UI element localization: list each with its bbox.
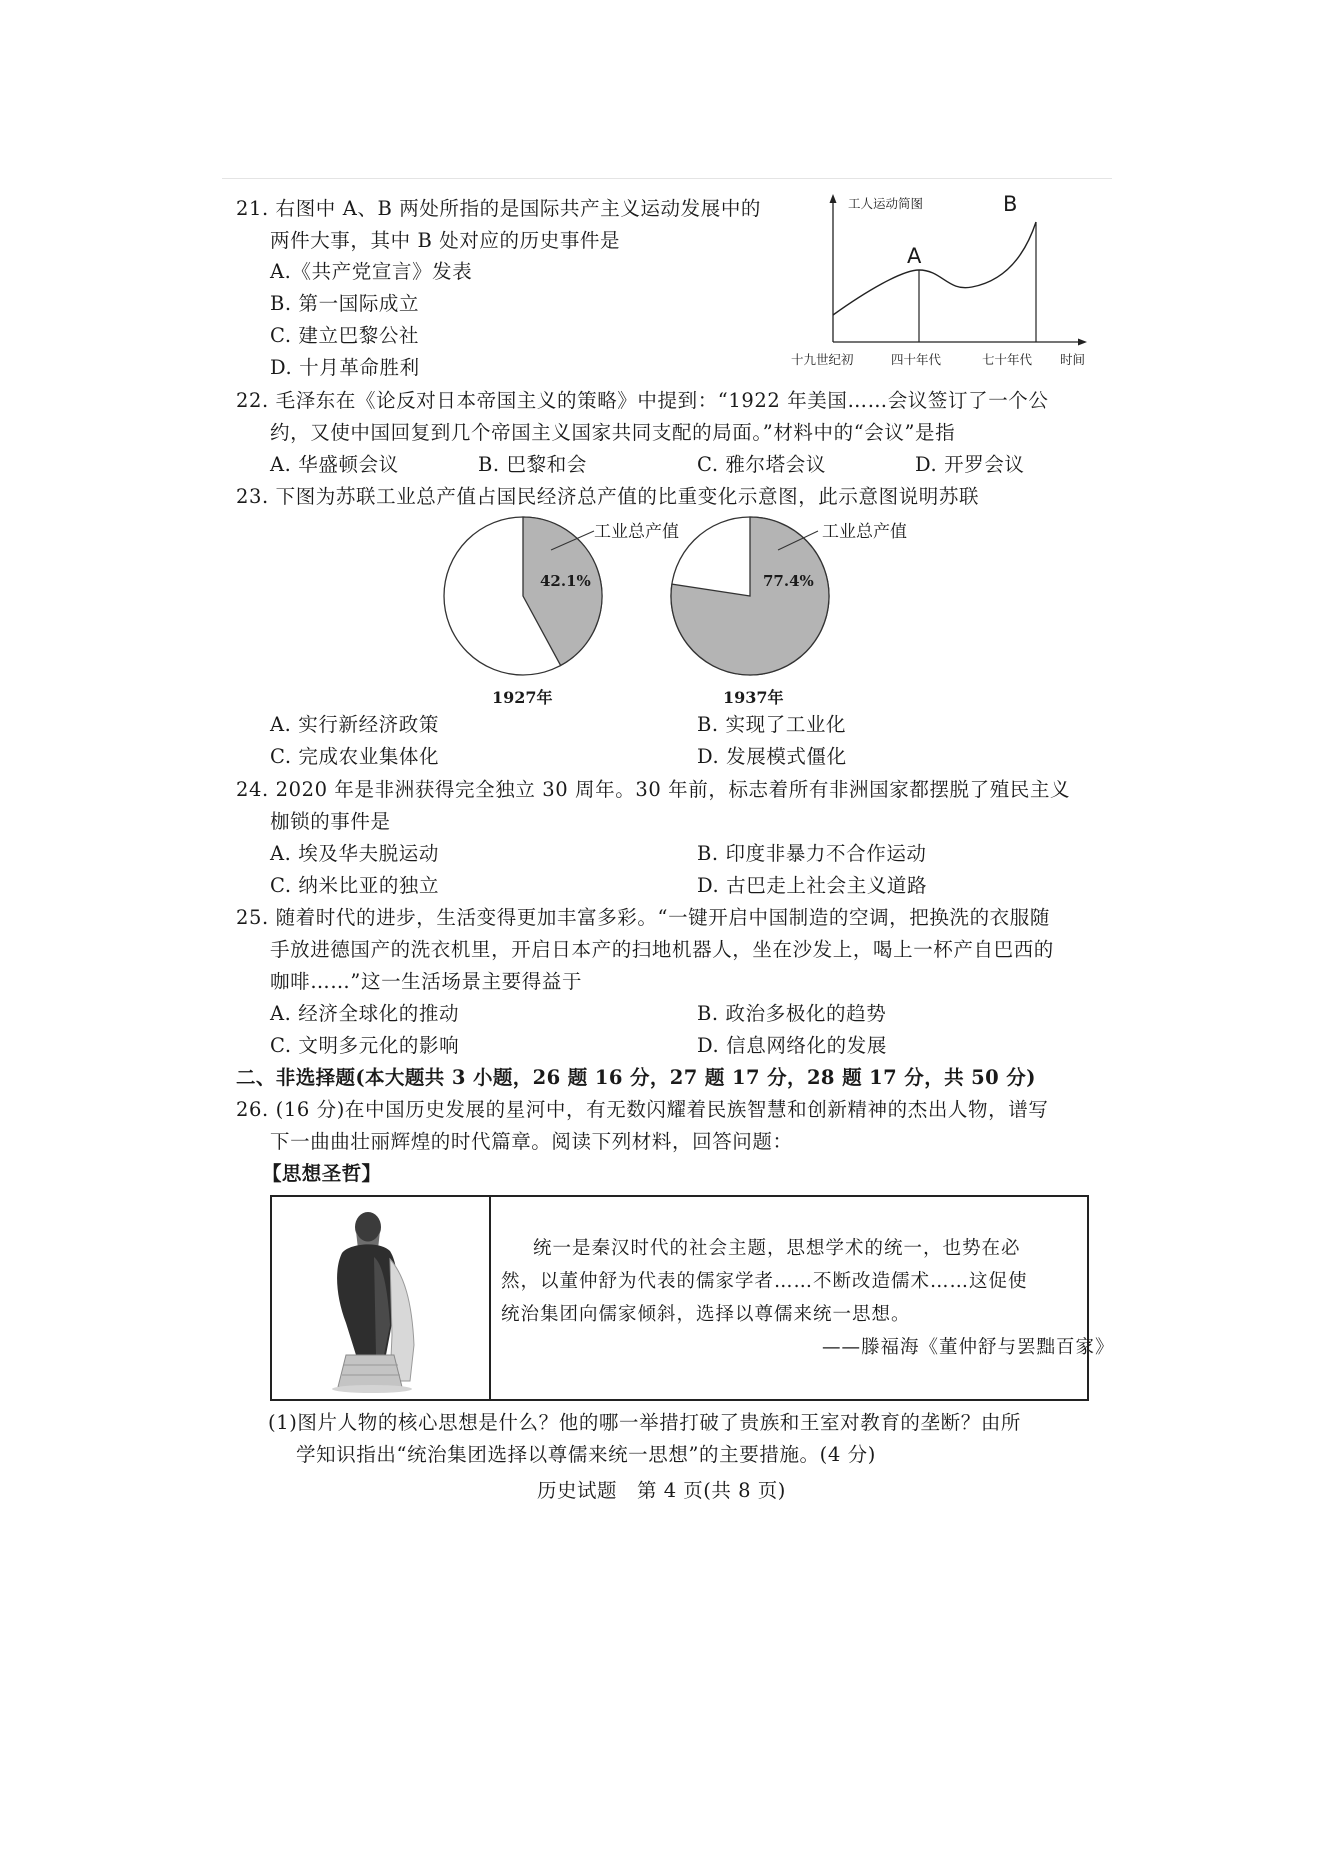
chart-title: 工人运动简图 — [848, 196, 924, 211]
pie2-value-label: 77.4% — [763, 572, 814, 590]
confucius-portrait — [320, 1205, 440, 1395]
page-footer: 历史试题 第 4 页(共 8 页) — [537, 1479, 786, 1502]
chart-xlabel-2: 四十年代 — [891, 352, 942, 367]
q24-option-a: A. 埃及华夫脱运动 — [270, 842, 439, 865]
q24-option-d: D. 古巴走上社会主义道路 — [697, 874, 928, 897]
q26-sub1-line1: (1)图片人物的核心思想是什么？他的哪一举措打破了贵族和王室对教育的垄断？由所 — [268, 1411, 1022, 1434]
chart-xlabel-1: 十九世纪初 — [791, 352, 854, 367]
q24-option-c: C. 纳米比亚的独立 — [270, 874, 440, 897]
pie1-slice-label: 工业总产值 — [594, 522, 679, 542]
section-2-heading: 二、非选择题(本大题共 3 小题，26 题 16 分，27 题 17 分，28 题 17 分，共 50 分) — [236, 1066, 1036, 1089]
q21-option-a: A.《共产党宣言》发表 — [270, 260, 473, 283]
q26-stem-line2: 下一曲曲壮丽辉煌的时代篇章。阅读下列材料，回答问题： — [270, 1130, 793, 1153]
q25-option-d: D. 信息网络化的发展 — [697, 1034, 887, 1057]
q24-option-b: B. 印度非暴力不合作运动 — [697, 842, 927, 865]
q21-option-c: C. 建立巴黎公社 — [270, 324, 420, 347]
q26-subheading: 【思想圣哲】 — [262, 1162, 382, 1185]
chart-xlabel-3: 七十年代 — [982, 352, 1033, 367]
q21-option-d: D. 十月革命胜利 — [270, 356, 420, 379]
q22-option-d: D. 开罗会议 — [915, 453, 1025, 476]
quote-source: ——滕福海《董仲舒与罢黜百家》 — [822, 1337, 1115, 1358]
q21-stem-line1: 21. 右图中 A、B 两处所指的是国际共产主义运动发展中的 — [236, 197, 762, 220]
material-box-divider — [489, 1197, 491, 1399]
q25-stem-line1: 25. 随着时代的进步，生活变得更加丰富多彩。“一键开启中国制造的空调，把换洗的衣服随 — [236, 906, 1050, 929]
q26-sub1-line2: 学知识指出“统治集团选择以尊儒来统一思想”的主要措施。(4 分) — [296, 1443, 876, 1466]
worker-movement-chart — [790, 190, 1100, 370]
q26-stem-line1: 26. (16 分)在中国历史发展的星河中，有无数闪耀着民族智慧和创新精神的杰出人物，谱写 — [236, 1098, 1049, 1121]
q21-stem-line2: 两件大事，其中 B 处对应的历史事件是 — [270, 229, 621, 252]
pie2-slice-label: 工业总产值 — [822, 522, 907, 542]
quote-line-3: 统治集团向儒家倾斜，选择以尊儒来统一思想。 — [501, 1304, 911, 1325]
q22-stem-line1: 22. 毛泽东在《论反对日本帝国主义的策略》中提到：“1922 年美国……会议签订了一个公 — [236, 389, 1049, 412]
q24-stem-line1: 24. 2020 年是非洲获得完全独立 30 周年。30 年前，标志着所有非洲国家都摆脱了殖民主义 — [236, 778, 1071, 801]
q22-option-c: C. 雅尔塔会议 — [697, 453, 826, 476]
chart-curve — [833, 222, 1036, 315]
q23-option-c: C. 完成农业集体化 — [270, 745, 440, 768]
pie1-value-label: 42.1% — [540, 572, 591, 590]
chart-xlabel-4: 时间 — [1060, 352, 1086, 367]
quote-line-2: 然，以董仲舒为代表的儒家学者……不断改造儒术……这促使 — [501, 1271, 1028, 1292]
q22-option-a: A. 华盛顿会议 — [270, 453, 399, 476]
chart-y-arrow — [830, 194, 837, 203]
q21-option-b: B. 第一国际成立 — [270, 292, 420, 315]
chart-label-b: B — [1003, 192, 1018, 216]
page-top-rule — [222, 178, 1112, 179]
pie1-year-label: 1927年 — [492, 688, 553, 707]
q25-stem-line2: 手放进德国产的洗衣机里，开启日本产的扫地机器人，坐在沙发上，喝上一杯产自巴西的 — [270, 938, 1054, 961]
pie2-year-label: 1937年 — [723, 688, 784, 707]
q22-stem-line2: 约，又使中国回复到几个帝国主义国家共同支配的局面。”材料中的“会议”是指 — [270, 421, 956, 444]
q23-stem: 23. 下图为苏联工业总产值占国民经济总产值的比重变化示意图，此示意图说明苏联 — [236, 485, 980, 508]
chart-x-arrow — [1078, 339, 1087, 346]
q25-option-c: C. 文明多元化的影响 — [270, 1034, 460, 1057]
q22-option-b: B. 巴黎和会 — [478, 453, 587, 476]
quote-line-1: 统一是秦汉时代的社会主题，思想学术的统一，也势在必 — [533, 1238, 1021, 1259]
q23-option-b: B. 实现了工业化 — [697, 713, 847, 736]
chart-label-a: A — [907, 244, 922, 268]
q25-option-a: A. 经济全球化的推动 — [270, 1002, 460, 1025]
q23-option-d: D. 发展模式僵化 — [697, 745, 847, 768]
material-box — [270, 1195, 1115, 1401]
q23-option-a: A. 实行新经济政策 — [270, 713, 439, 736]
q25-option-b: B. 政治多极化的趋势 — [697, 1002, 887, 1025]
q24-stem-line2: 枷锁的事件是 — [270, 810, 391, 833]
q25-stem-line3: 咖啡……”这一生活场景主要得益于 — [270, 970, 583, 993]
